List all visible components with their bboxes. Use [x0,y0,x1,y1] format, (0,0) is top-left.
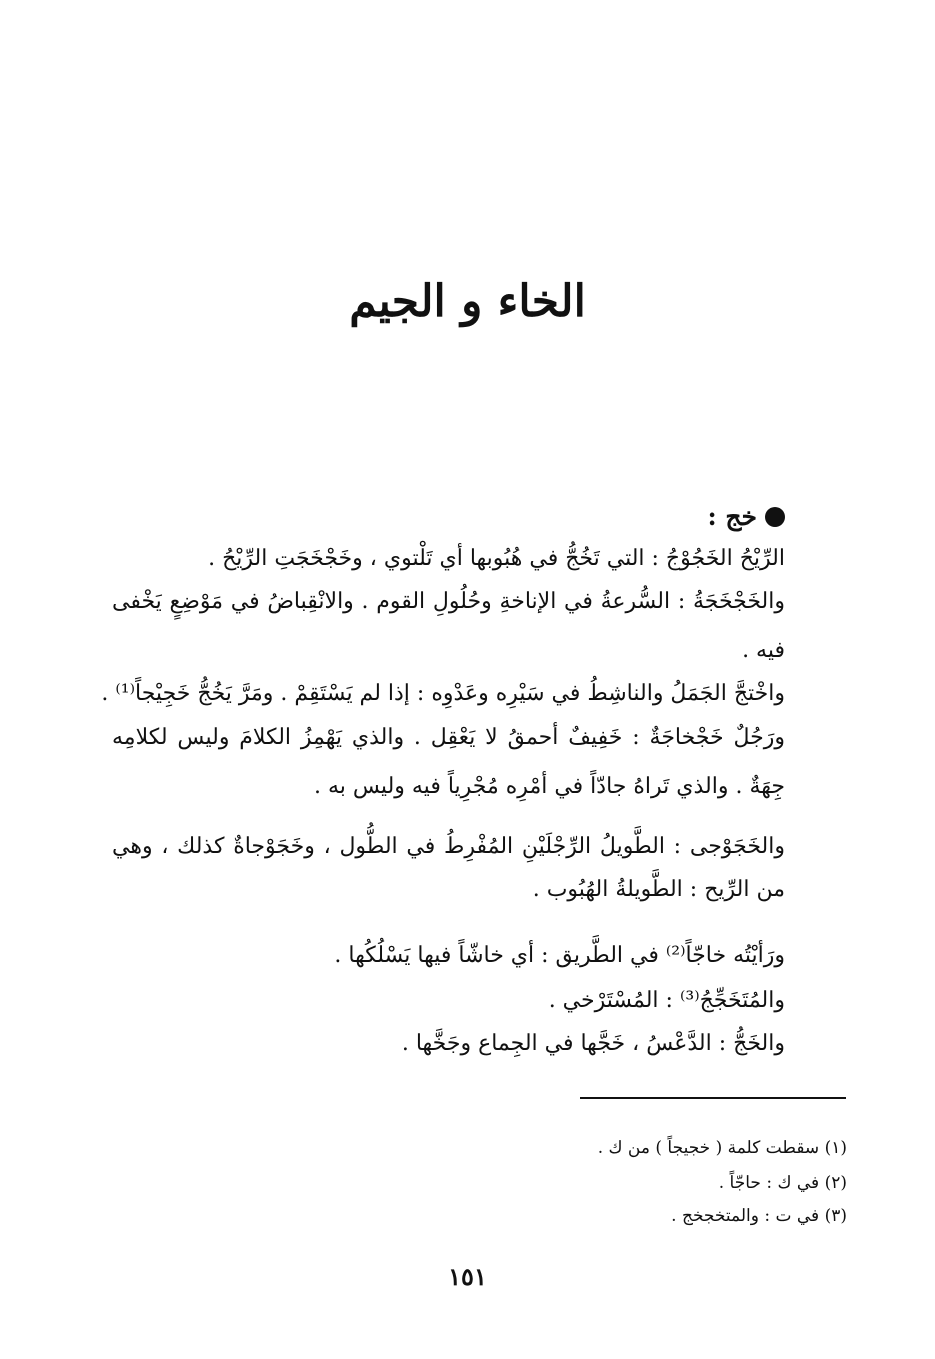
entry-heading [707,500,785,534]
page-title: الخاء و الجيم [349,276,586,327]
entry-heading-text: خج : [707,502,757,531]
footnote: (٣) في ت : والمتخجخج . [671,1206,847,1226]
body-line: ورَجُلٌ خَجْخاجَةٌ : خَفِيفٌ أحمقُ لا يَعْقِل . والذي يَهْمِزُ الكلامَ وليس لكلامِه [112,725,785,750]
bullet-icon [765,507,785,527]
body-line: والخَجُّ : الدَّعْسُ ، خَجَّها في الجِماع وجَخَّها . [401,1031,785,1056]
footnote: (٢) في ك : حاجّاً . [718,1173,847,1193]
body-line: والخَجْخَجَةُ : السُّرعةُ في الإناخةِ وحُلُولِ القوم . والانْقِباضُ في مَوْضِعٍ يَخْفى [112,589,785,614]
body-line: فيه . [742,638,785,663]
page-number: ١٥١ [448,1262,487,1291]
body-line: والمُتَخَجِّجُ⁽³⁾ : المُسْتَرْخي . [548,988,785,1013]
body-line: الرِّيْحُ الخَجُوْجُ : التي تَخُجُّ في هُبُوبها أي تَلْتوي ، وخَجْخَجَتِ الرِّيْحُ . [208,546,785,571]
body-line: جِهَةٌ . والذي تَراهُ جادّاً في أمْرِه مُجْرِياً فيه وليس به . [313,774,785,799]
body-line: والخَجَوْجى : الطَّويلُ الرِّجْلَيْنِ المُفْرِطُ في الطُّول ، وخَجَوْجاةٌ كذلك ، وهي [112,834,785,859]
footnote-divider [580,1097,846,1099]
body-line: من الرِّيح : الطَّويلةُ الهُبُوب . [532,877,785,902]
body-line: واخْتجَّ الجَمَلُ والناشِطُ في سَيْرِه وعَدْوِه : إذا لم يَسْتَقِمْ . ومَرَّ يَخُجُّ خَجِيْجاً⁽¹⁾ . [101,681,785,706]
body-line: ورَأيْتُه خاجّاً⁽²⁾ في الطَّريق : أي خاشّاً فيها يَسْلُكُها . [334,943,785,968]
footnote: (١) سقطت كلمة ( خجيجاً ) من ك . [597,1138,847,1158]
